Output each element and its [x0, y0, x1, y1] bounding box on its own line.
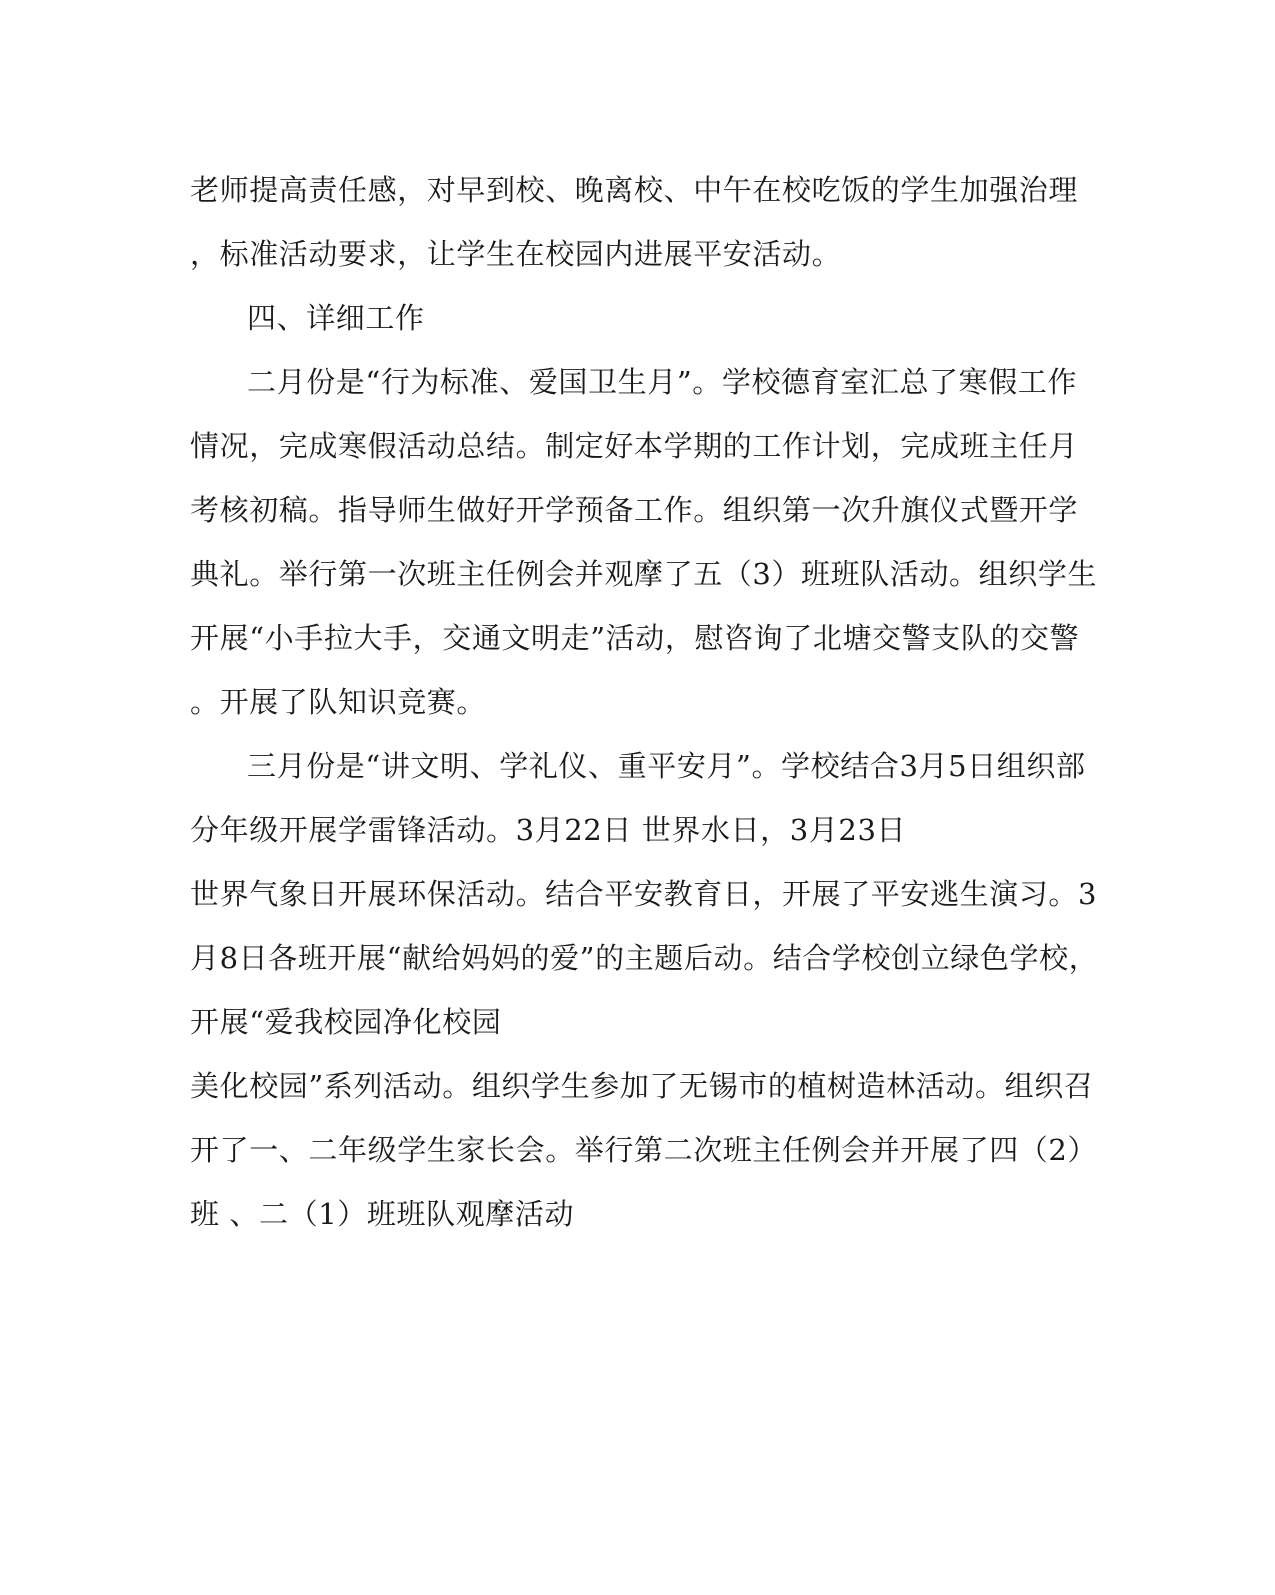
paragraph-line: 情况，完成寒假活动总结。制定好本学期的工作计划，完成班主任月 [190, 429, 1079, 463]
paragraph-line: 三月份是“讲文明、学礼仪、重平安月”。学校结合3月5日组织部 [247, 749, 1086, 783]
paragraph-line: 班 、二（1）班班队观摩活动 [190, 1197, 575, 1231]
paragraph-line: 月8日各班开展“献给妈妈的爱”的主题后动。结合学校创立绿色学校， [190, 941, 1099, 975]
paragraph-line: 世界气象日开展环保活动。结合平安教育日，开展了平安逃生演习。3 [190, 877, 1098, 911]
paragraph-line: 美化校园”系列活动。组织学生参加了无锡市的植树造林活动。组织召 [190, 1069, 1094, 1103]
paragraph-line: 开展“小手拉大手，交通文明走”活动，慰咨询了北塘交警支队的交警 [190, 621, 1080, 655]
paragraph-line: 。开展了队知识竞赛。 [190, 685, 487, 719]
paragraph-line: 典礼。举行第一次班主任例会并观摩了五（3）班班队活动。组织学生 [190, 557, 1098, 591]
paragraph-line: 老师提高责任感，对早到校、晚离校、中午在校吃饭的学生加强治理 [190, 173, 1079, 207]
paragraph-line: 考核初稿。指导师生做好开学预备工作。组织第一次升旗仪式暨开学 [190, 493, 1079, 527]
paragraph-line: 开了一、二年级学生家长会。举行第二次班主任例会并开展了四（2） [190, 1133, 1098, 1167]
paragraph-line: 分年级开展学雷锋活动。3月22日 世界水日，3月23日 [190, 813, 907, 847]
paragraph-line: ，标准活动要求，让学生在校园内进展平安活动。 [190, 237, 842, 271]
section-heading: 四、详细工作 [247, 301, 425, 335]
paragraph-line: 二月份是“行为标准、爱国卫生月”。学校德育室汇总了寒假工作 [247, 365, 1078, 399]
paragraph-line: 开展“爱我校园净化校园 [190, 1005, 502, 1039]
